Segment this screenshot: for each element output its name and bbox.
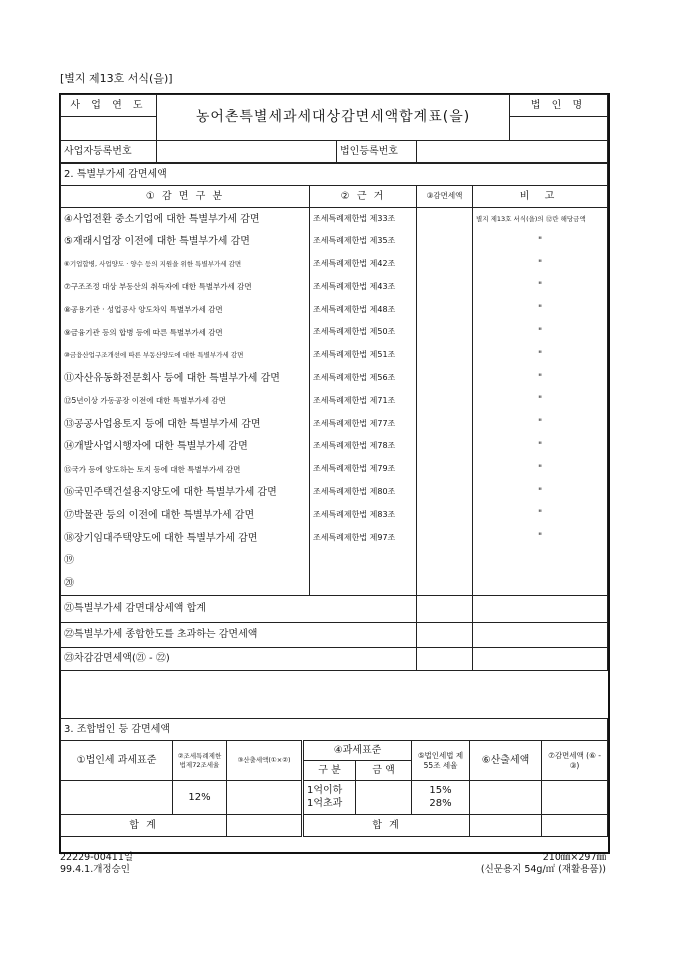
s3-total-label-left: 합 계 bbox=[61, 815, 227, 837]
reduction-row-label: ⑪자산유동화전문회사 등에 대한 특별부가세 감면 bbox=[61, 367, 310, 390]
reduction-row bbox=[61, 230, 608, 253]
sum-row-23-remark bbox=[473, 647, 608, 670]
reduction-row bbox=[61, 435, 608, 458]
reduction-row-remark: " bbox=[473, 458, 608, 481]
s3-col1-header: ①법인세 과세표준 bbox=[61, 741, 173, 781]
sum-row-21-remark bbox=[473, 595, 608, 622]
reduction-row-label: ⑤재래시업장 이전에 대한 특별부가세 감면 bbox=[61, 230, 310, 253]
s3-rates bbox=[412, 781, 470, 815]
s3-bracket-amount[interactable] bbox=[356, 781, 412, 815]
reduction-row-label: ⑩금융산업구조개선에 따른 부동산양도에 대한 특별부가세 감면 bbox=[61, 344, 310, 367]
reduction-row bbox=[61, 458, 608, 481]
biz-reg-label: 사업자등록번호 bbox=[61, 141, 157, 163]
reduction-row bbox=[61, 344, 608, 367]
reduction-row-label: ⑯국민주택건설용지양도에 대한 특별부가세 감면 bbox=[61, 481, 310, 504]
reduction-row-remark: " bbox=[473, 367, 608, 390]
reduction-row-amount[interactable] bbox=[417, 208, 473, 231]
reduction-row-basis: 조세특례제한법 제48조 bbox=[310, 299, 417, 322]
reduction-row-label: ⑥기업합병, 사업양도 · 양수 등의 지원을 위한 특별부가세 감면 bbox=[61, 253, 310, 276]
reduction-row-remark: " bbox=[473, 276, 608, 299]
reduction-row bbox=[61, 527, 608, 550]
reduction-row-label: ⑦구조조정 대상 부동산의 취득자에 대한 특별부가세 감면 bbox=[61, 276, 310, 299]
sum-row-22: ㉒특별부가세 종합한도를 초과하는 감면세액 bbox=[61, 622, 417, 647]
reduction-row-basis: 조세특례제한법 제35조 bbox=[310, 230, 417, 253]
section3-table bbox=[60, 718, 608, 837]
s3-reduction[interactable] bbox=[542, 781, 608, 815]
reduction-row-amount[interactable] bbox=[417, 367, 473, 390]
reduction-row-amount[interactable] bbox=[417, 344, 473, 367]
reduction-row-amount[interactable] bbox=[417, 435, 473, 458]
col-remark-header: 비 고 bbox=[473, 186, 608, 208]
reduction-row bbox=[61, 367, 608, 390]
col-amount-header: ③감면세액 bbox=[417, 186, 473, 208]
s3-rate-1: 15% bbox=[429, 785, 452, 796]
s3-col2-header: ②조세특례제한법제72조세율 bbox=[173, 741, 227, 781]
reduction-row-amount[interactable] bbox=[417, 549, 473, 572]
reduction-row-label: ⑫5년이상 가동공장 이전에 대한 특별부가세 감면 bbox=[61, 390, 310, 413]
sum-row-22-amount[interactable] bbox=[417, 622, 473, 647]
reduction-row-label: ④사업전환 중소기업에 대한 특별부가세 감면 bbox=[61, 208, 310, 231]
reduction-row-remark: " bbox=[473, 504, 608, 527]
reduction-row-basis: 조세특례제한법 제51조 bbox=[310, 344, 417, 367]
reduction-row-basis: 조세특례제한법 제79조 bbox=[310, 458, 417, 481]
reduction-row-label: ⑰박물관 등의 이전에 대한 특별부가세 감면 bbox=[61, 504, 310, 527]
form-label: [별지 제13호 서식(을)] bbox=[60, 72, 173, 85]
reduction-row-remark: " bbox=[473, 299, 608, 322]
s3-total-label-right: 합 계 bbox=[303, 815, 470, 837]
reduction-row-remark: " bbox=[473, 481, 608, 504]
business-year-value[interactable] bbox=[61, 117, 157, 141]
s3-col3-header: ③산출세액(①×②) bbox=[227, 741, 303, 781]
reduction-row-amount[interactable] bbox=[417, 321, 473, 344]
reduction-row-amount[interactable] bbox=[417, 413, 473, 436]
reduction-row-amount[interactable] bbox=[417, 504, 473, 527]
reduction-row bbox=[61, 390, 608, 413]
section2-title: 2. 특별부가세 감면세액 bbox=[61, 164, 608, 186]
s3-bracket-2: 1억초과 bbox=[307, 797, 343, 809]
reduction-row bbox=[61, 413, 608, 436]
s3-bracket-1: 1억이하 bbox=[307, 785, 343, 796]
reduction-row-basis: 조세특례제한법 제33조 bbox=[310, 208, 417, 231]
sum-row-21-amount[interactable] bbox=[417, 595, 473, 622]
reduction-row bbox=[61, 276, 608, 299]
s3-col4a-header: 구 분 bbox=[303, 761, 356, 781]
reduction-row-label: ⑳ bbox=[61, 572, 310, 595]
section2-table bbox=[60, 163, 608, 671]
reduction-row-label: ⑮국가 등에 양도하는 토지 등에 대한 특별부가세 감면 bbox=[61, 458, 310, 481]
col-category-header: ① 감 면 구 분 bbox=[61, 186, 310, 208]
reduction-row-amount[interactable] bbox=[417, 527, 473, 550]
biz-reg-value[interactable] bbox=[157, 141, 337, 163]
s3-brackets bbox=[303, 781, 356, 815]
reduction-row-basis: 조세특례제한법 제77조 bbox=[310, 413, 417, 436]
reduction-row-amount[interactable] bbox=[417, 458, 473, 481]
reduction-row bbox=[61, 572, 608, 595]
reduction-row-remark: " bbox=[473, 527, 608, 550]
section3-title: 3. 조합법인 등 감면세액 bbox=[61, 719, 608, 741]
s3-tax-base[interactable] bbox=[61, 781, 173, 815]
reduction-row-basis: 조세특례제한법 제56조 bbox=[310, 367, 417, 390]
reduction-row-label: ⑧공용기관 · 성업공사 양도차익 특별부가세 감면 bbox=[61, 299, 310, 322]
reduction-row-remark bbox=[473, 549, 608, 572]
form-title: 농어촌특별세과세대상감면세액합계표(을) bbox=[157, 95, 510, 141]
reduction-row-label: ⑲ bbox=[61, 549, 310, 572]
s3-calc-tax-2[interactable] bbox=[470, 781, 542, 815]
reduction-row-remark: " bbox=[473, 253, 608, 276]
reduction-row-remark: " bbox=[473, 230, 608, 253]
s3-rate-2: 28% bbox=[429, 797, 452, 809]
reduction-row-basis bbox=[310, 572, 417, 595]
reduction-row-amount[interactable] bbox=[417, 390, 473, 413]
reduction-row bbox=[61, 208, 608, 231]
reduction-row-basis: 조세특례제한법 제50조 bbox=[310, 321, 417, 344]
reduction-row-basis: 조세특례제한법 제78조 bbox=[310, 435, 417, 458]
reduction-row-basis: 조세특례제한법 제97조 bbox=[310, 527, 417, 550]
reduction-row-basis: 조세특례제한법 제43조 bbox=[310, 276, 417, 299]
reduction-row bbox=[61, 253, 608, 276]
s3-rate: 12% bbox=[173, 781, 227, 815]
header-table bbox=[60, 94, 608, 163]
footer-paper: (신문용지 54g/㎡ (재활용품)) bbox=[480, 864, 606, 875]
s3-col6-header: ⑥산출세액 bbox=[470, 741, 542, 781]
s3-col4-header: ④과세표준 bbox=[303, 741, 412, 761]
reduction-row-remark: " bbox=[473, 435, 608, 458]
reduction-row-label: ⑱장기임대주택양도에 대한 특별부가세 감면 bbox=[61, 527, 310, 550]
reduction-row-remark: 별지 제13호 서식(을)의 ⑫란 해당금액 bbox=[473, 208, 608, 231]
reduction-row-label: ⑬공공사업용토지 등에 대한 특별부가세 감면 bbox=[61, 413, 310, 436]
reduction-row bbox=[61, 299, 608, 322]
reduction-row-remark: " bbox=[473, 344, 608, 367]
reduction-row-remark bbox=[473, 572, 608, 595]
s3-total-right-value[interactable] bbox=[470, 815, 542, 837]
s3-col7-header: ⑦감면세액 (⑥ - ③) bbox=[542, 741, 608, 781]
business-year-label: 사 업 연 도 bbox=[61, 95, 157, 117]
reduction-row bbox=[61, 549, 608, 572]
reduction-row bbox=[61, 481, 608, 504]
footer-left bbox=[60, 852, 133, 876]
footer-right bbox=[481, 852, 606, 876]
reduction-row-basis: 조세특례제한법 제71조 bbox=[310, 390, 417, 413]
reduction-row-remark: " bbox=[473, 390, 608, 413]
footer-approval: 99.4.1.개정승인 bbox=[60, 864, 130, 875]
s3-col4b-header: 금 액 bbox=[356, 761, 412, 781]
col-basis-header: ② 근 거 bbox=[310, 186, 417, 208]
corp-name-value[interactable] bbox=[510, 117, 608, 141]
sum-row-23-amount[interactable] bbox=[417, 647, 473, 670]
s3-col5-header: ⑤법인세법 제55조 세율 bbox=[412, 741, 470, 781]
reduction-row-basis: 조세특례제한법 제80조 bbox=[310, 481, 417, 504]
sum-row-23: ㉓차감감면세액(㉑ - ㉒) bbox=[61, 647, 417, 670]
s3-total-right-value-2[interactable] bbox=[542, 815, 608, 837]
reduction-row bbox=[61, 321, 608, 344]
reduction-row-remark: " bbox=[473, 321, 608, 344]
reduction-row-amount[interactable] bbox=[417, 481, 473, 504]
reduction-row-amount[interactable] bbox=[417, 276, 473, 299]
reduction-row bbox=[61, 504, 608, 527]
s3-calc-tax[interactable] bbox=[227, 781, 303, 815]
s3-total-left-value[interactable] bbox=[227, 815, 303, 837]
reduction-row-basis: 조세특례제한법 제83조 bbox=[310, 504, 417, 527]
reduction-row-basis: 조세특례제한법 제42조 bbox=[310, 253, 417, 276]
reduction-row-amount[interactable] bbox=[417, 230, 473, 253]
sum-row-21: ㉑특별부가세 감면대상세액 합계 bbox=[61, 595, 417, 622]
footer-size: 210㎜×297㎜ bbox=[542, 852, 606, 863]
reduction-row-remark: " bbox=[473, 413, 608, 436]
reduction-row-label: ⑭개발사업시행자에 대한 특별부가세 감면 bbox=[61, 435, 310, 458]
corp-reg-value[interactable] bbox=[417, 141, 608, 163]
corp-reg-label: 법인등록번호 bbox=[337, 141, 417, 163]
footer-code: 22229-00411일 bbox=[60, 852, 134, 863]
reduction-row-amount[interactable] bbox=[417, 572, 473, 595]
reduction-row-amount[interactable] bbox=[417, 253, 473, 276]
reduction-row-label: ⑨금융기관 등의 합병 등에 따른 특별부가세 감면 bbox=[61, 321, 310, 344]
reduction-row-basis bbox=[310, 549, 417, 572]
sum-row-22-remark bbox=[473, 622, 608, 647]
reduction-row-amount[interactable] bbox=[417, 299, 473, 322]
corp-name-label: 법 인 명 bbox=[510, 95, 608, 117]
